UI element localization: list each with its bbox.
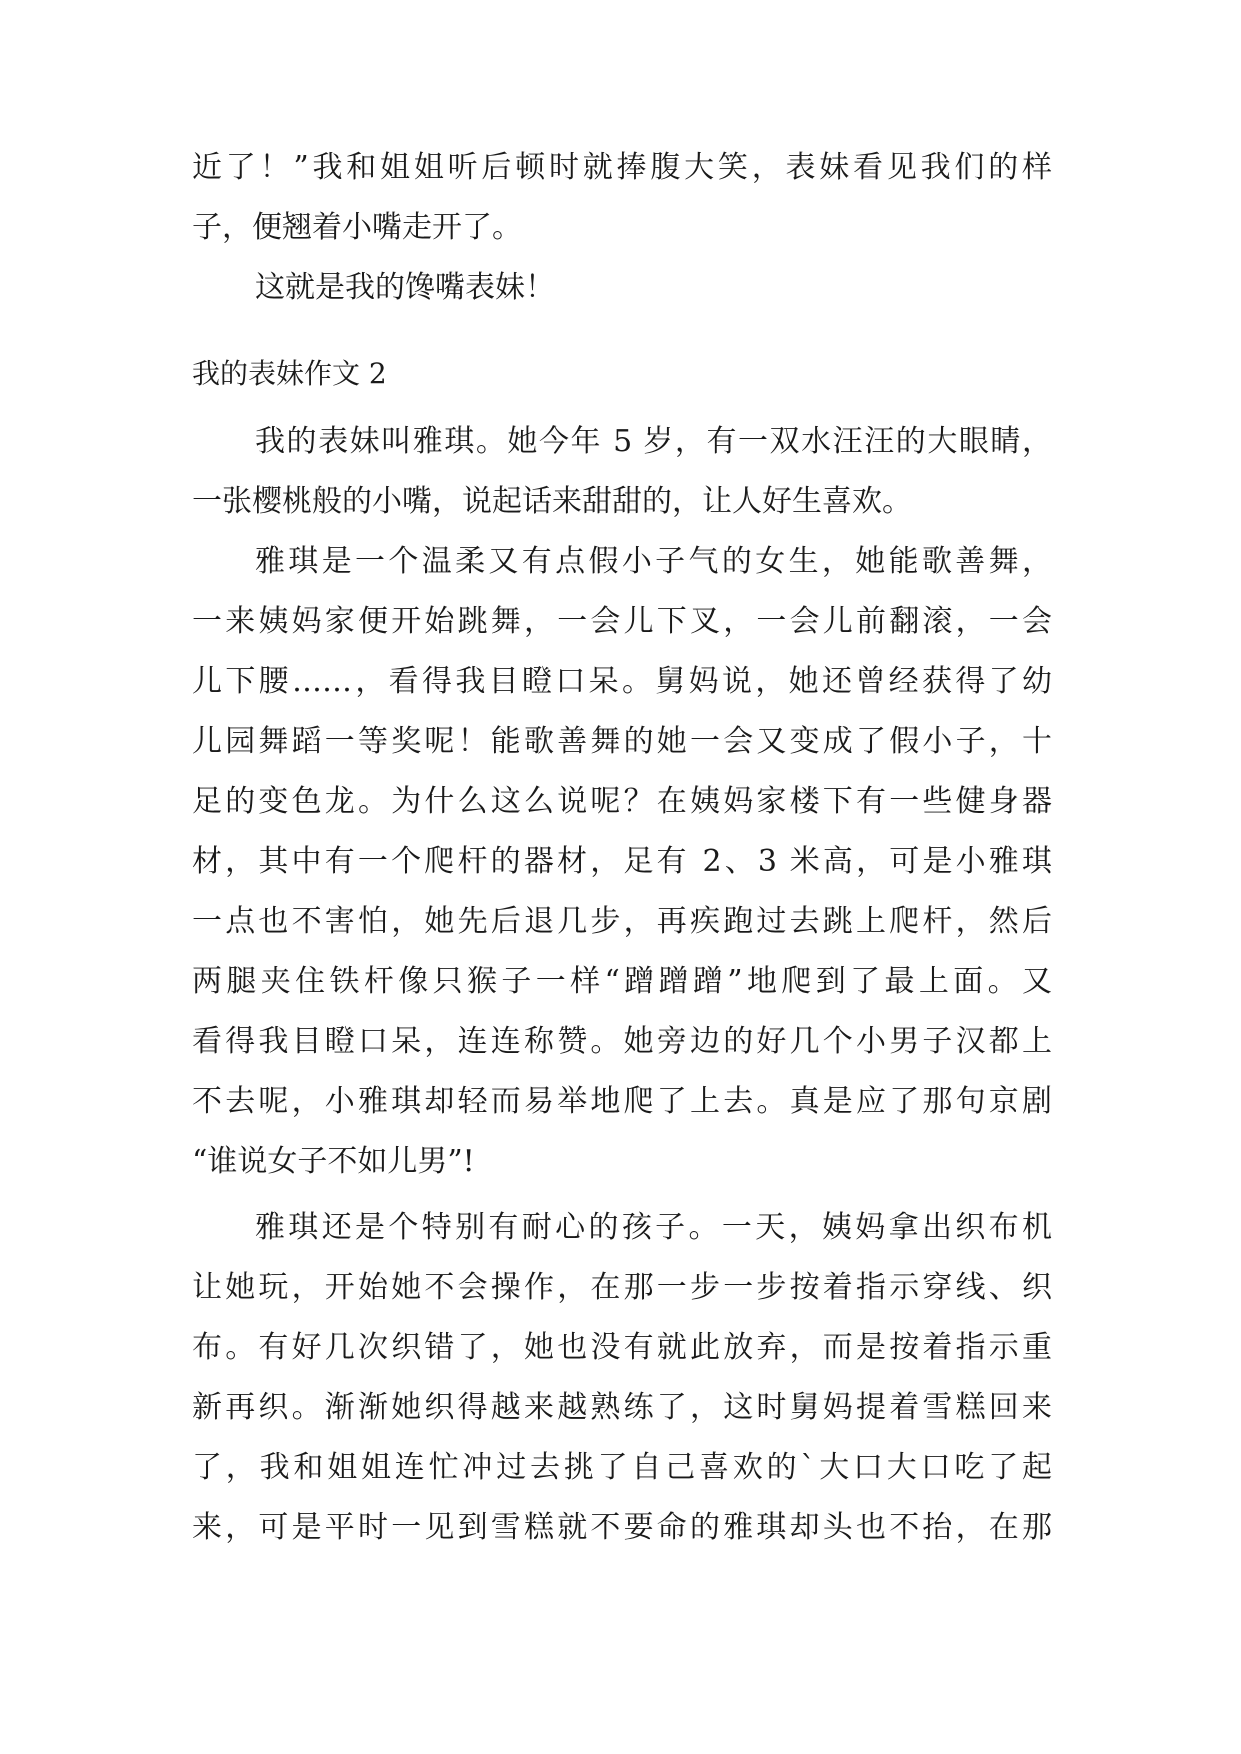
paragraph-line: 了，我和姐姐连忙冲过去挑了自己喜欢的`大口大口吃了起 xyxy=(192,1450,1052,1485)
paragraph-line: 儿下腰……，看得我目瞪口呆。舅妈说，她还曾经获得了幼 xyxy=(192,664,1052,699)
paragraph-line: 看得我目瞪口呆，连连称赞。她旁边的好几个小男子汉都上 xyxy=(192,1024,1052,1059)
paragraph-line: 来，可是平时一见到雪糕就不要命的雅琪却头也不抬，在那 xyxy=(192,1510,1052,1545)
paragraph-line: “谁说女子不如儿男”! xyxy=(192,1144,475,1179)
paragraph-line: 材，其中有一个爬杆的器材，足有 2、3 米高，可是小雅琪 xyxy=(192,844,1052,879)
paragraph-line: 不去呢，小雅琪却轻而易举地爬了上去。真是应了那句京剧 xyxy=(192,1084,1052,1119)
paragraph-line: 一张樱桃般的小嘴，说起话来甜甜的，让人好生喜欢。 xyxy=(192,484,912,519)
paragraph-line: 雅琪还是个特别有耐心的孩子。一天，姨妈拿出织布机 xyxy=(255,1210,1052,1245)
closing-line: 这就是我的馋嘴表妹！ xyxy=(255,270,555,305)
paragraph-line: 让她玩，开始她不会操作，在那一步一步按着指示穿线、织 xyxy=(192,1270,1052,1305)
paragraph-line: 一来姨妈家便开始跳舞，一会儿下叉，一会儿前翻滚，一会 xyxy=(192,604,1052,639)
paragraph-line: 两腿夹住铁杆像只猴子一样“蹭蹭蹭”地爬到了最上面。又 xyxy=(192,964,1052,999)
paragraph-line: 新再织。渐渐她织得越来越熟练了，这时舅妈提着雪糕回来 xyxy=(192,1390,1052,1425)
paragraph-line: 足的变色龙。为什么这么说呢？在姨妈家楼下有一些健身器 xyxy=(192,784,1052,819)
paragraph-line: 雅琪是一个温柔又有点假小子气的女生，她能歌善舞， xyxy=(255,544,1052,579)
paragraph-line: 我的表妹叫雅琪。她今年 5 岁，有一双水汪汪的大眼睛， xyxy=(255,424,1052,459)
section-heading: 我的表妹作文 2 xyxy=(192,357,387,390)
paragraph-line: 子，便翘着小嘴走开了。 xyxy=(192,210,522,245)
paragraph-line: 儿园舞蹈一等奖呢！能歌善舞的她一会又变成了假小子，十 xyxy=(192,724,1052,759)
paragraph-line: 布。有好几次织错了，她也没有就此放弃，而是按着指示重 xyxy=(192,1330,1052,1365)
paragraph-line: 近了！”我和姐姐听后顿时就捧腹大笑，表妹看见我们的样 xyxy=(192,150,1052,185)
paragraph-line: 一点也不害怕，她先后退几步，再疾跑过去跳上爬杆，然后 xyxy=(192,904,1052,939)
